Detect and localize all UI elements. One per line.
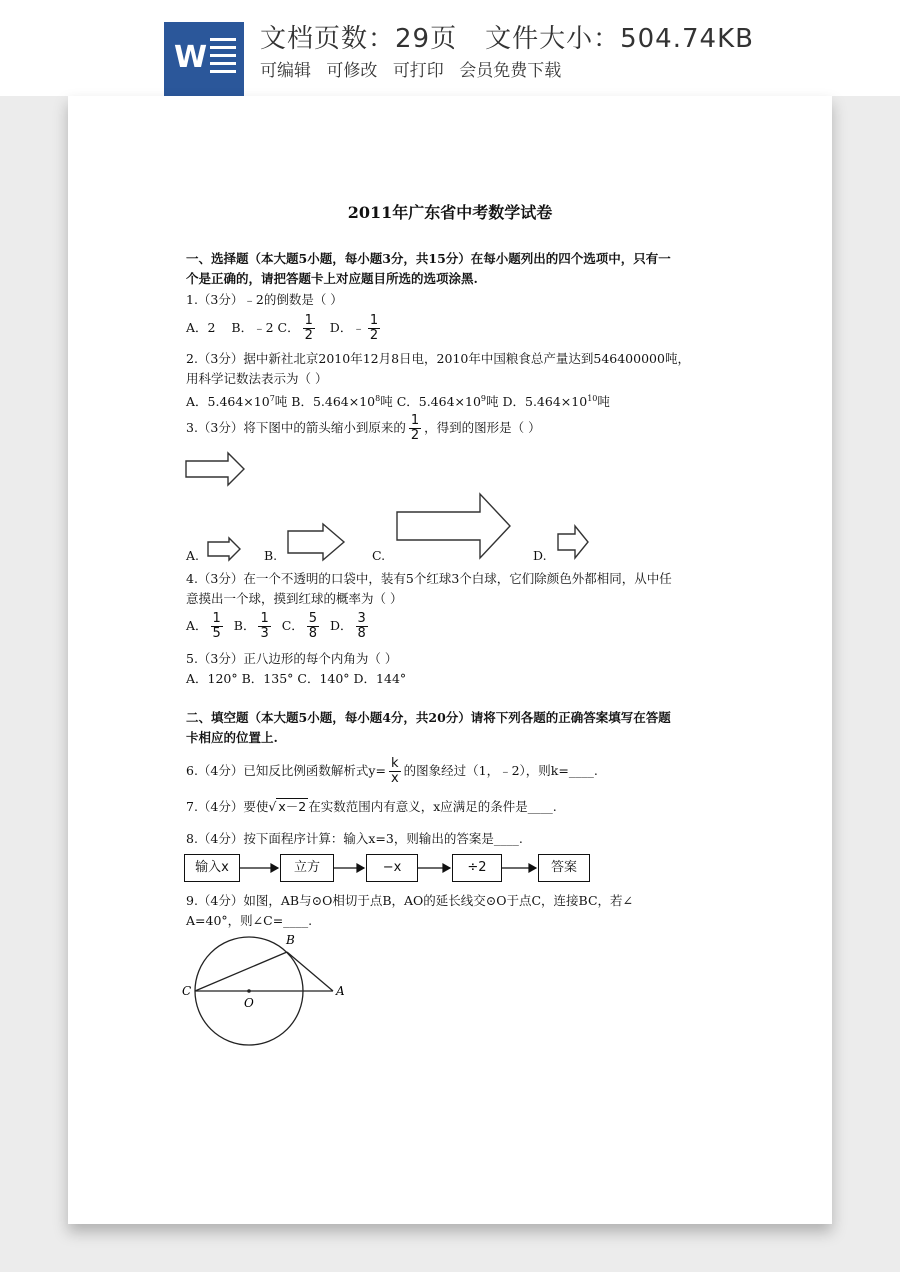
flow-minus-x-box: −x [366,854,418,882]
document-page [68,96,832,1224]
flow-divide-box: ÷2 [452,854,502,882]
question-4-options: A． $\frac{1}{5}$ B． $\frac{1}{3}$ C． $\frac{5}{8}$ D． $\frac{3}{8}$ [186,611,366,641]
document-title: 2011年广东省中考数学试卷 [347,203,553,222]
question-2-line1: 2.（3分）据中新社北京2010年12月8日电，2010年中国粮食总产量达到546400000吨， [186,351,690,366]
option-a-label: A. [186,548,200,563]
flow-cube-box: 立方 [280,854,334,882]
option-b-label: B. [264,548,278,563]
question-7: 7.（4分）要使√ x－2 在实数范围内有意义，x应满足的条件是____. [186,799,557,814]
question-9-line2: A=40°，则∠C=____. [186,913,313,928]
question-5: 5.（3分）正八边形的每个内角为（ ） [186,651,398,666]
option-c-label: C. [372,548,386,563]
option-d-label: D. [533,548,547,563]
section2-heading-line1: 二、填空题（本大题5小题，每小题4分，共20分）请将下列各题的正确答案填写在答题 [186,710,671,725]
question-6: 6.（4分）已知反比例函数解析式y= $\frac{k}{x}$ 的图象经过（1，﹣2），则k=____. [186,756,598,786]
question-8: 8.（4分）按下面程序计算：输入x=3，则输出的答案是____. [186,831,523,846]
arrow-option-c [397,494,510,558]
flow-arrows [184,854,604,884]
section1-heading-line2: 个是正确的，请把答题卡上对应题目所选的选项涂黑. [186,271,478,286]
question-5-options: A．120° B．135° C．140° D．144° [186,671,407,686]
feature-member-download: 会员免费下载 [459,61,562,81]
point-b-label: B [286,933,295,947]
question-3: 3.（3分）将下图中的箭头缩小到原来的 $\frac{1}{2}$ ，得到的图形是（ ） [186,413,541,443]
question-2-line2: 用科学记数法表示为（ ） [186,371,328,386]
feature-printable: 可打印 [392,61,444,81]
section1-heading-line1: 一、选择题（本大题5小题，每小题3分，共15分）在每小题列出的四个选项中，只有一 [186,251,671,266]
question-1-options: A．2 B．﹣2 C． $\frac{1}{2}$ D．﹣ $\frac{1}{2}$ [186,313,379,343]
arrow-original [186,453,244,485]
word-icon: W [164,22,244,96]
arrow-option-a [208,538,240,560]
program-flowchart [184,854,604,884]
question-4-line1: 4.（3分）在一个不透明的口袋中，装有5个红球3个白球，它们除颜色外都相同，从中任 [186,571,672,586]
file-size: 文件大小：504.74KB [485,24,754,54]
question-2-options: A．$5.464\times 10^7$吨 B．$5.464\times 10^8$吨 C．$5.464\times 10^9$吨 D．$5.464\times 10^{10}$吨 [186,394,610,410]
arrow-option-d [558,526,588,558]
point-a-label: A [336,984,345,998]
question-9-line1: 9.（4分）如图，AB与⊙O相切于点B，AO的延长线交⊙O于点C，连接BC，若∠ [186,893,634,908]
point-c-label: C [182,984,192,998]
point-o-label: O [244,996,254,1010]
question-3-figures [68,96,832,1224]
circle-tangent-figure [178,930,358,1050]
question-4-line2: 意摸出一个球，摸到红球的概率为（ ） [186,591,403,606]
flow-input-box: 输入x [184,854,240,882]
file-info-banner [0,0,900,96]
flow-answer-box: 答案 [538,854,590,882]
file-meta [260,18,754,55]
feature-modifiable: 可修改 [326,61,378,81]
feature-list [260,56,571,81]
feature-editable: 可编辑 [260,61,311,81]
page-count: 文档页数：29页 [260,24,458,54]
question-1: 1.（3分）﹣2的倒数是（ ） [186,292,343,307]
section2-heading-line2: 卡相应的位置上. [186,730,278,745]
arrow-option-b [288,524,344,560]
